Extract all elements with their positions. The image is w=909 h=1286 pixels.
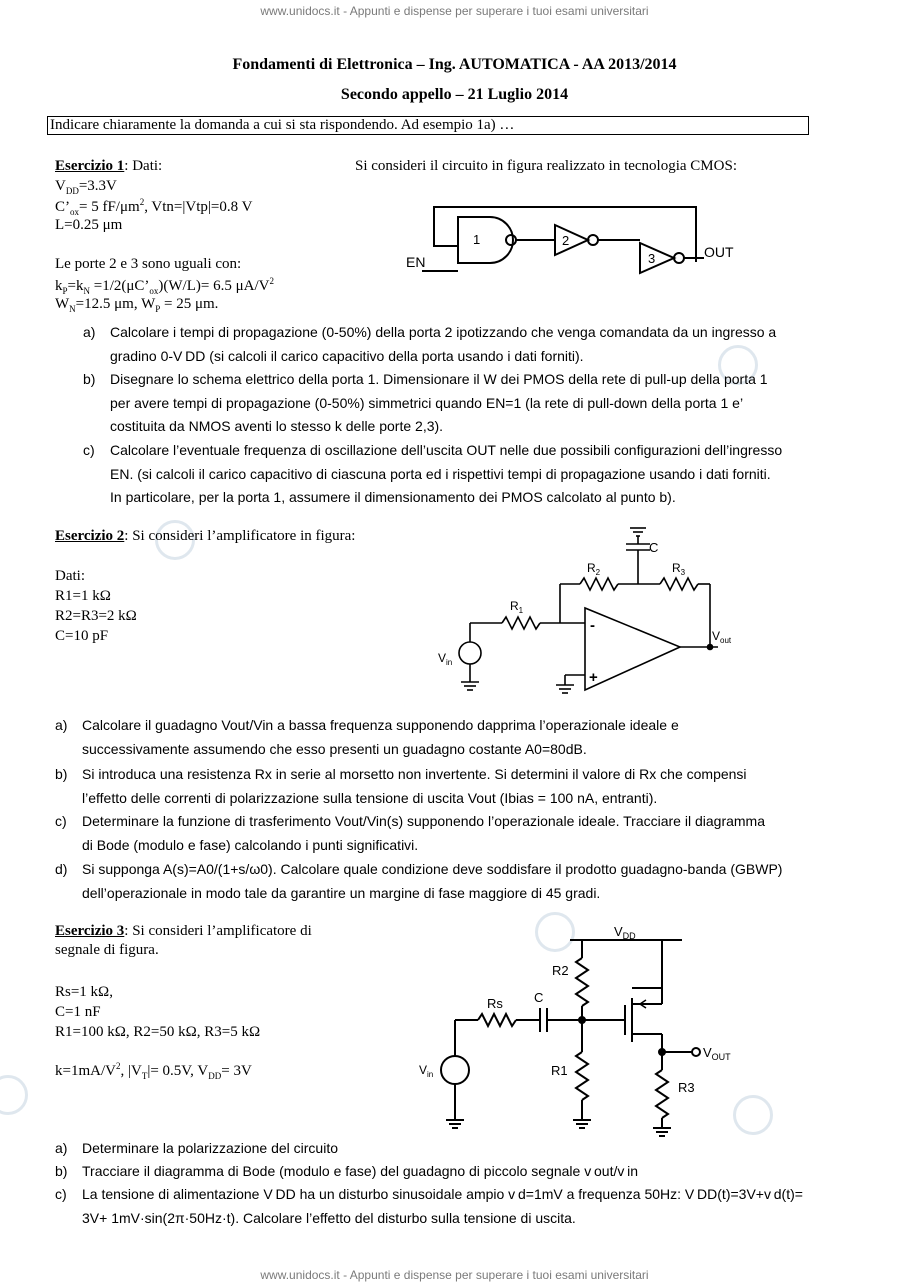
ex2-plus-label: + xyxy=(589,669,598,686)
t: k xyxy=(55,278,63,294)
t: 2 xyxy=(595,568,601,577)
ex3-heading xyxy=(55,923,312,940)
t: W xyxy=(55,296,70,312)
t: 2 xyxy=(115,1061,121,1071)
t: 2 xyxy=(269,276,274,286)
t: = 3V xyxy=(221,1063,252,1079)
ex3-params xyxy=(55,1061,252,1081)
question-text: Si supponga A(s)=A0/(1+s/ω0). Calcolare quale condizione deve soddisfare il prodotto guadagno-banda (GBWP) dell’operazionale in modo tale da garantire un margine di fase maggiore di 45 gradi. xyxy=(82,861,783,901)
ex2-question-a xyxy=(55,714,875,764)
question-label: a) xyxy=(55,717,68,733)
ex3-rs-label: Rs xyxy=(487,996,503,1011)
ex3-vdd-label xyxy=(614,924,636,941)
question-text: Calcolare il guadagno Vout/Vin a bassa frequenza supponendo dapprima l’operazionale ideale e successivamente assumendo che esso presenti un guadagno costante A0=80dB. xyxy=(82,717,679,757)
ex1-heading-rest: : Dati: xyxy=(124,158,163,174)
ex2-data-r2r3: R2=R3=2 kΩ xyxy=(55,608,137,624)
t: )(W/L)= 6.5 μA/V xyxy=(158,278,270,294)
ex1-cox xyxy=(55,197,252,217)
watermark-top: www.unidocs.it - Appunti e dispense per superare i tuoi esami universitari xyxy=(260,4,649,18)
ex2-vin-label xyxy=(438,651,452,667)
instruction-box: Indicare chiaramente la domanda a cui si sta rispondendo. Ad esempio 1a) … xyxy=(47,116,809,135)
ex1-intro: Si consideri il circuito in figura realizzato in tecnologia CMOS: xyxy=(355,158,737,174)
t: N xyxy=(69,304,76,314)
t: V xyxy=(614,924,623,939)
t: V xyxy=(419,1063,428,1077)
t: out xyxy=(720,636,732,645)
ex2-minus-label: - xyxy=(590,617,595,634)
t: =k xyxy=(67,278,84,294)
ex3-r3-label: R3 xyxy=(678,1080,695,1095)
t: |= 0.5V, V xyxy=(147,1063,209,1079)
ex3-heading-line2: segnale di figura. xyxy=(55,942,159,958)
t: = 25 μm. xyxy=(160,296,219,312)
ex1-gates-line3 xyxy=(55,296,218,314)
ex2-r1-label xyxy=(510,599,524,615)
ex2-data xyxy=(55,566,137,646)
watermark-bottom: www.unidocs.it - Appunti e dispense per superare i tuoi esami universitari xyxy=(260,1268,649,1282)
question-text: Calcolare i tempi di propagazione (0-50%) della porta 2 ipotizzando che venga comandata da un ingresso a gradino 0-V DD (si calcoli il carico capacitivo della porta usando i dati forniti). xyxy=(110,324,777,364)
ex3-question-b xyxy=(55,1160,875,1184)
question-label: b) xyxy=(55,1163,68,1179)
question-text: Calcolare l’eventuale frequenza di oscillazione dell’uscita OUT nelle due possibili configurazioni dell’ingresso EN. (si calcoli il carico capacitivo di ciascuna porta ed i rispettivi tempi di propagazione usando i dati forniti. In particolare, per la porta 1, assumere il dimensionamento dei PMOS calcolato al punto b). xyxy=(110,442,783,505)
ex3-data-rs: Rs=1 kΩ, xyxy=(55,984,113,1000)
question-text: Determinare la polarizzazione del circuito xyxy=(82,1140,339,1156)
ex1-vdd-val: =3.3V xyxy=(78,178,117,194)
ex2-question-b xyxy=(55,763,875,813)
ex1-cox-c: C’ xyxy=(55,199,70,215)
ex1-cox-sup: 2 xyxy=(139,197,145,207)
t: =12.5 μm, W xyxy=(75,296,156,312)
page-title: Fondamenti di Elettronica – Ing. AUTOMATICA - AA 2013/2014 xyxy=(232,56,677,73)
ex1-vt: , Vtn=|Vtp|=0.8 V xyxy=(144,199,253,215)
ex2-c-label: C xyxy=(649,540,659,555)
question-label: d) xyxy=(55,861,68,877)
t: 3 xyxy=(680,568,686,577)
ex1-heading-title: Esercizio 1 xyxy=(55,158,125,174)
ex1-cox-sub: ox xyxy=(70,207,79,217)
ex3-r2-label: R2 xyxy=(552,963,569,978)
ex1-heading xyxy=(55,158,162,175)
t: R xyxy=(672,561,681,575)
ex2-circuit-figure xyxy=(430,520,750,710)
ex1-gate1-label: 1 xyxy=(473,232,481,247)
t: V xyxy=(712,629,721,643)
ex2-question-c xyxy=(55,810,875,860)
ex3-r1-label: R1 xyxy=(551,1063,568,1078)
ex1-cox-val: = 5 fF/μm xyxy=(79,199,140,215)
question-text: Determinare la funzione di trasferimento Vout/Vin(s) supponendo l’operazionale ideale. Tracciare il diagramma di Bode (modulo e fase) calcolando i punti significativi. xyxy=(82,813,765,853)
ex2-question-d xyxy=(55,858,875,908)
question-label: b) xyxy=(55,766,68,782)
t: P xyxy=(155,304,161,314)
t: 1 xyxy=(518,606,524,615)
t: OUT xyxy=(711,1052,731,1062)
ex1-length: L=0.25 μm xyxy=(55,217,123,233)
ex1-gates-line1: Le porte 2 e 3 sono uguali con: xyxy=(55,256,242,272)
t: ox xyxy=(149,286,159,296)
t: in xyxy=(427,1070,434,1079)
ex2-heading xyxy=(55,528,355,545)
t: in xyxy=(446,658,453,667)
ex1-vdd-sub: DD xyxy=(65,186,79,196)
ex2-data-r1: R1=1 kΩ xyxy=(55,588,111,604)
t: k=1mA/V xyxy=(55,1063,116,1079)
ex3-data xyxy=(55,982,260,1042)
ex3-heading-title: Esercizio 3 xyxy=(55,923,125,939)
ex3-question-c xyxy=(55,1183,875,1233)
question-text: Si introduca una resistenza Rx in serie al morsetto non invertente. Si determini il valore di Rx che compensi l’effetto delle correnti di polarizzazione sulla tensione di uscita Vout (Ibias = 100 nA, entranti). xyxy=(82,766,747,806)
t: V xyxy=(703,1045,712,1060)
t: DD xyxy=(208,1071,222,1081)
ex3-circuit-figure xyxy=(410,920,740,1140)
question-label: a) xyxy=(83,324,96,340)
question-text: Tracciare il diagramma di Bode (modulo e fase) del guadagno di piccolo segnale v out/v in xyxy=(82,1163,639,1179)
t: V xyxy=(438,651,447,665)
question-text: Disegnare lo schema elettrico della porta 1. Dimensionare il W dei PMOS della rete di pull-up della porta 1 per avere tempi di propagazione (0-50%) simmetrici quando EN=1 (la rete di pull-down della porta 1 e’ costituita da NMOS aventi lo stesso k delle porte 2,3). xyxy=(110,371,768,434)
ex2-vout-label xyxy=(712,629,732,645)
ex1-question-b xyxy=(83,368,863,448)
ex2-heading-rest: : Si consideri l’amplificatore in figura: xyxy=(124,528,356,544)
question-text: La tensione di alimentazione V DD ha un disturbo sinusoidale ampio v d=1mV a frequenza 50Hz: V DD(t)=3V+v d(t)= 3V+ 1mV·sin(2π·50Hz·t). Calcolare l’effetto del disturbo sulla tensione di uscita. xyxy=(82,1186,803,1226)
ex2-heading-title: Esercizio 2 xyxy=(55,528,125,544)
t: DD xyxy=(622,931,636,941)
question-label: c) xyxy=(83,442,95,458)
question-label: c) xyxy=(55,1186,67,1202)
ex1-gate2-label: 2 xyxy=(562,233,570,248)
t: =1/2(μC’ xyxy=(89,278,150,294)
t: T xyxy=(141,1071,148,1081)
t: P xyxy=(62,286,68,296)
ex3-heading-rest: : Si consideri l’amplificatore di xyxy=(124,923,312,939)
ex3-vout-label xyxy=(703,1045,731,1062)
ex2-data-c: C=10 pF xyxy=(55,628,109,644)
ex2-data-label: Dati: xyxy=(55,568,85,584)
t: , |V xyxy=(120,1063,142,1079)
page-subtitle: Secondo appello – 21 Luglio 2014 xyxy=(340,86,569,103)
ex2-r2-label xyxy=(587,561,601,577)
t: R xyxy=(587,561,596,575)
t: N xyxy=(83,286,90,296)
ex1-question-c xyxy=(83,439,863,519)
watermark-logo xyxy=(0,1075,28,1115)
ex3-c-label: C xyxy=(534,990,544,1005)
question-label: a) xyxy=(55,1140,68,1156)
ex3-data-c: C=1 nF xyxy=(55,1004,101,1020)
ex1-en-label: EN xyxy=(406,254,426,270)
ex1-vdd-v: V xyxy=(55,178,66,194)
ex1-vdd xyxy=(55,178,117,196)
ex1-circuit-figure xyxy=(400,195,760,285)
ex3-vin-label xyxy=(419,1063,433,1079)
question-label: b) xyxy=(83,371,96,387)
ex3-question-a xyxy=(55,1137,875,1161)
ex1-gates-line2 xyxy=(55,276,274,296)
t: R xyxy=(510,599,519,613)
ex1-gate3-label: 3 xyxy=(648,251,656,266)
ex3-data-r: R1=100 kΩ, R2=50 kΩ, R3=5 kΩ xyxy=(55,1024,261,1040)
ex1-out-label: OUT xyxy=(704,244,734,260)
question-label: c) xyxy=(55,813,67,829)
ex2-r3-label xyxy=(672,561,686,577)
